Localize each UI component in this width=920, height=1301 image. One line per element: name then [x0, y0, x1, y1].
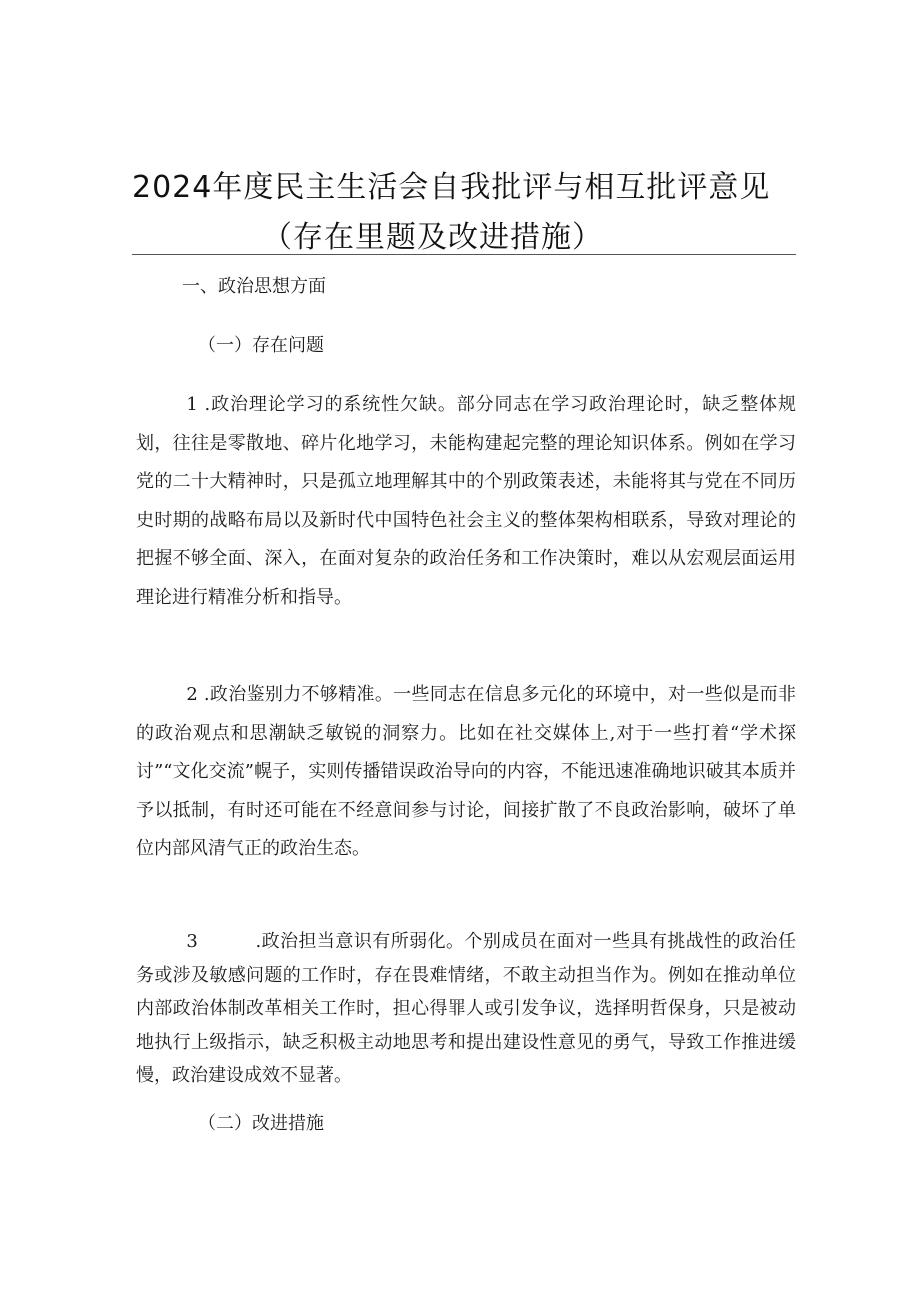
subsection-heading-improvements: （二）改进措施: [198, 1113, 324, 1134]
section-heading-political-thought: 一、政治思想方面: [182, 276, 326, 297]
title-divider: [132, 254, 796, 255]
paragraph-2: 2 .政治鉴别力不够精准。一些同志在信息多元化的环境中，对一些似是而非的政治观点和思潮缺乏敏锐的洞察力。比如在社交媒体上,对于一些打着“学术探讨”“文化交流”幌子，实则传播错误政治导向的内容，不能迅速准确地识破其本质并予以抵制，有时还可能在不经意间参与讨论，间接扩散了不良政治影响，破坏了单位内部风清气正的政治生态。: [136, 684, 796, 859]
paragraph-3-number: 3: [186, 931, 198, 952]
document-title: 2024年度民主生活会自我批评与相互批评意见: [132, 170, 771, 205]
document-subtitle: （存在里题及改进措施）: [262, 220, 603, 255]
paragraph-3-text: .政治担当意识有所弱化。个别成员在面对一些具有挑战性的政治任务或涉及敏感问题的工作时，存在畏难情绪，不敢主动担当作为。例如在推动单位内部政治体制改革相关工作时，担心得罪人或引发争议，选择明哲保身，只是被动地执行上级指示，缺乏积极主动地思考和提出建设性意见的勇气，导致工作推进缓慢，政治建设成效不显著。: [136, 931, 796, 1086]
subsection-heading-problems: （一）存在问题: [198, 335, 324, 356]
paragraph-3: [136, 925, 796, 1093]
paragraph-1: 1 .政治理论学习的系统性欠缺。部分同志在学习政治理论时，缺乏整体规划，往往是零散地、碎片化地学习，未能构建起完整的理论知识体系。例如在学习党的二十大精神时，只是孤立地理解其中的个别政策表述，未能将其与党在不同历史时期的战略布局以及新时代中国特色社会主义的整体架构相联系，导致对理论的把握不够全面、深入，在面对复杂的政治任务和工作决策时，难以从宏观层面运用理论进行精准分析和指导。: [136, 394, 796, 608]
